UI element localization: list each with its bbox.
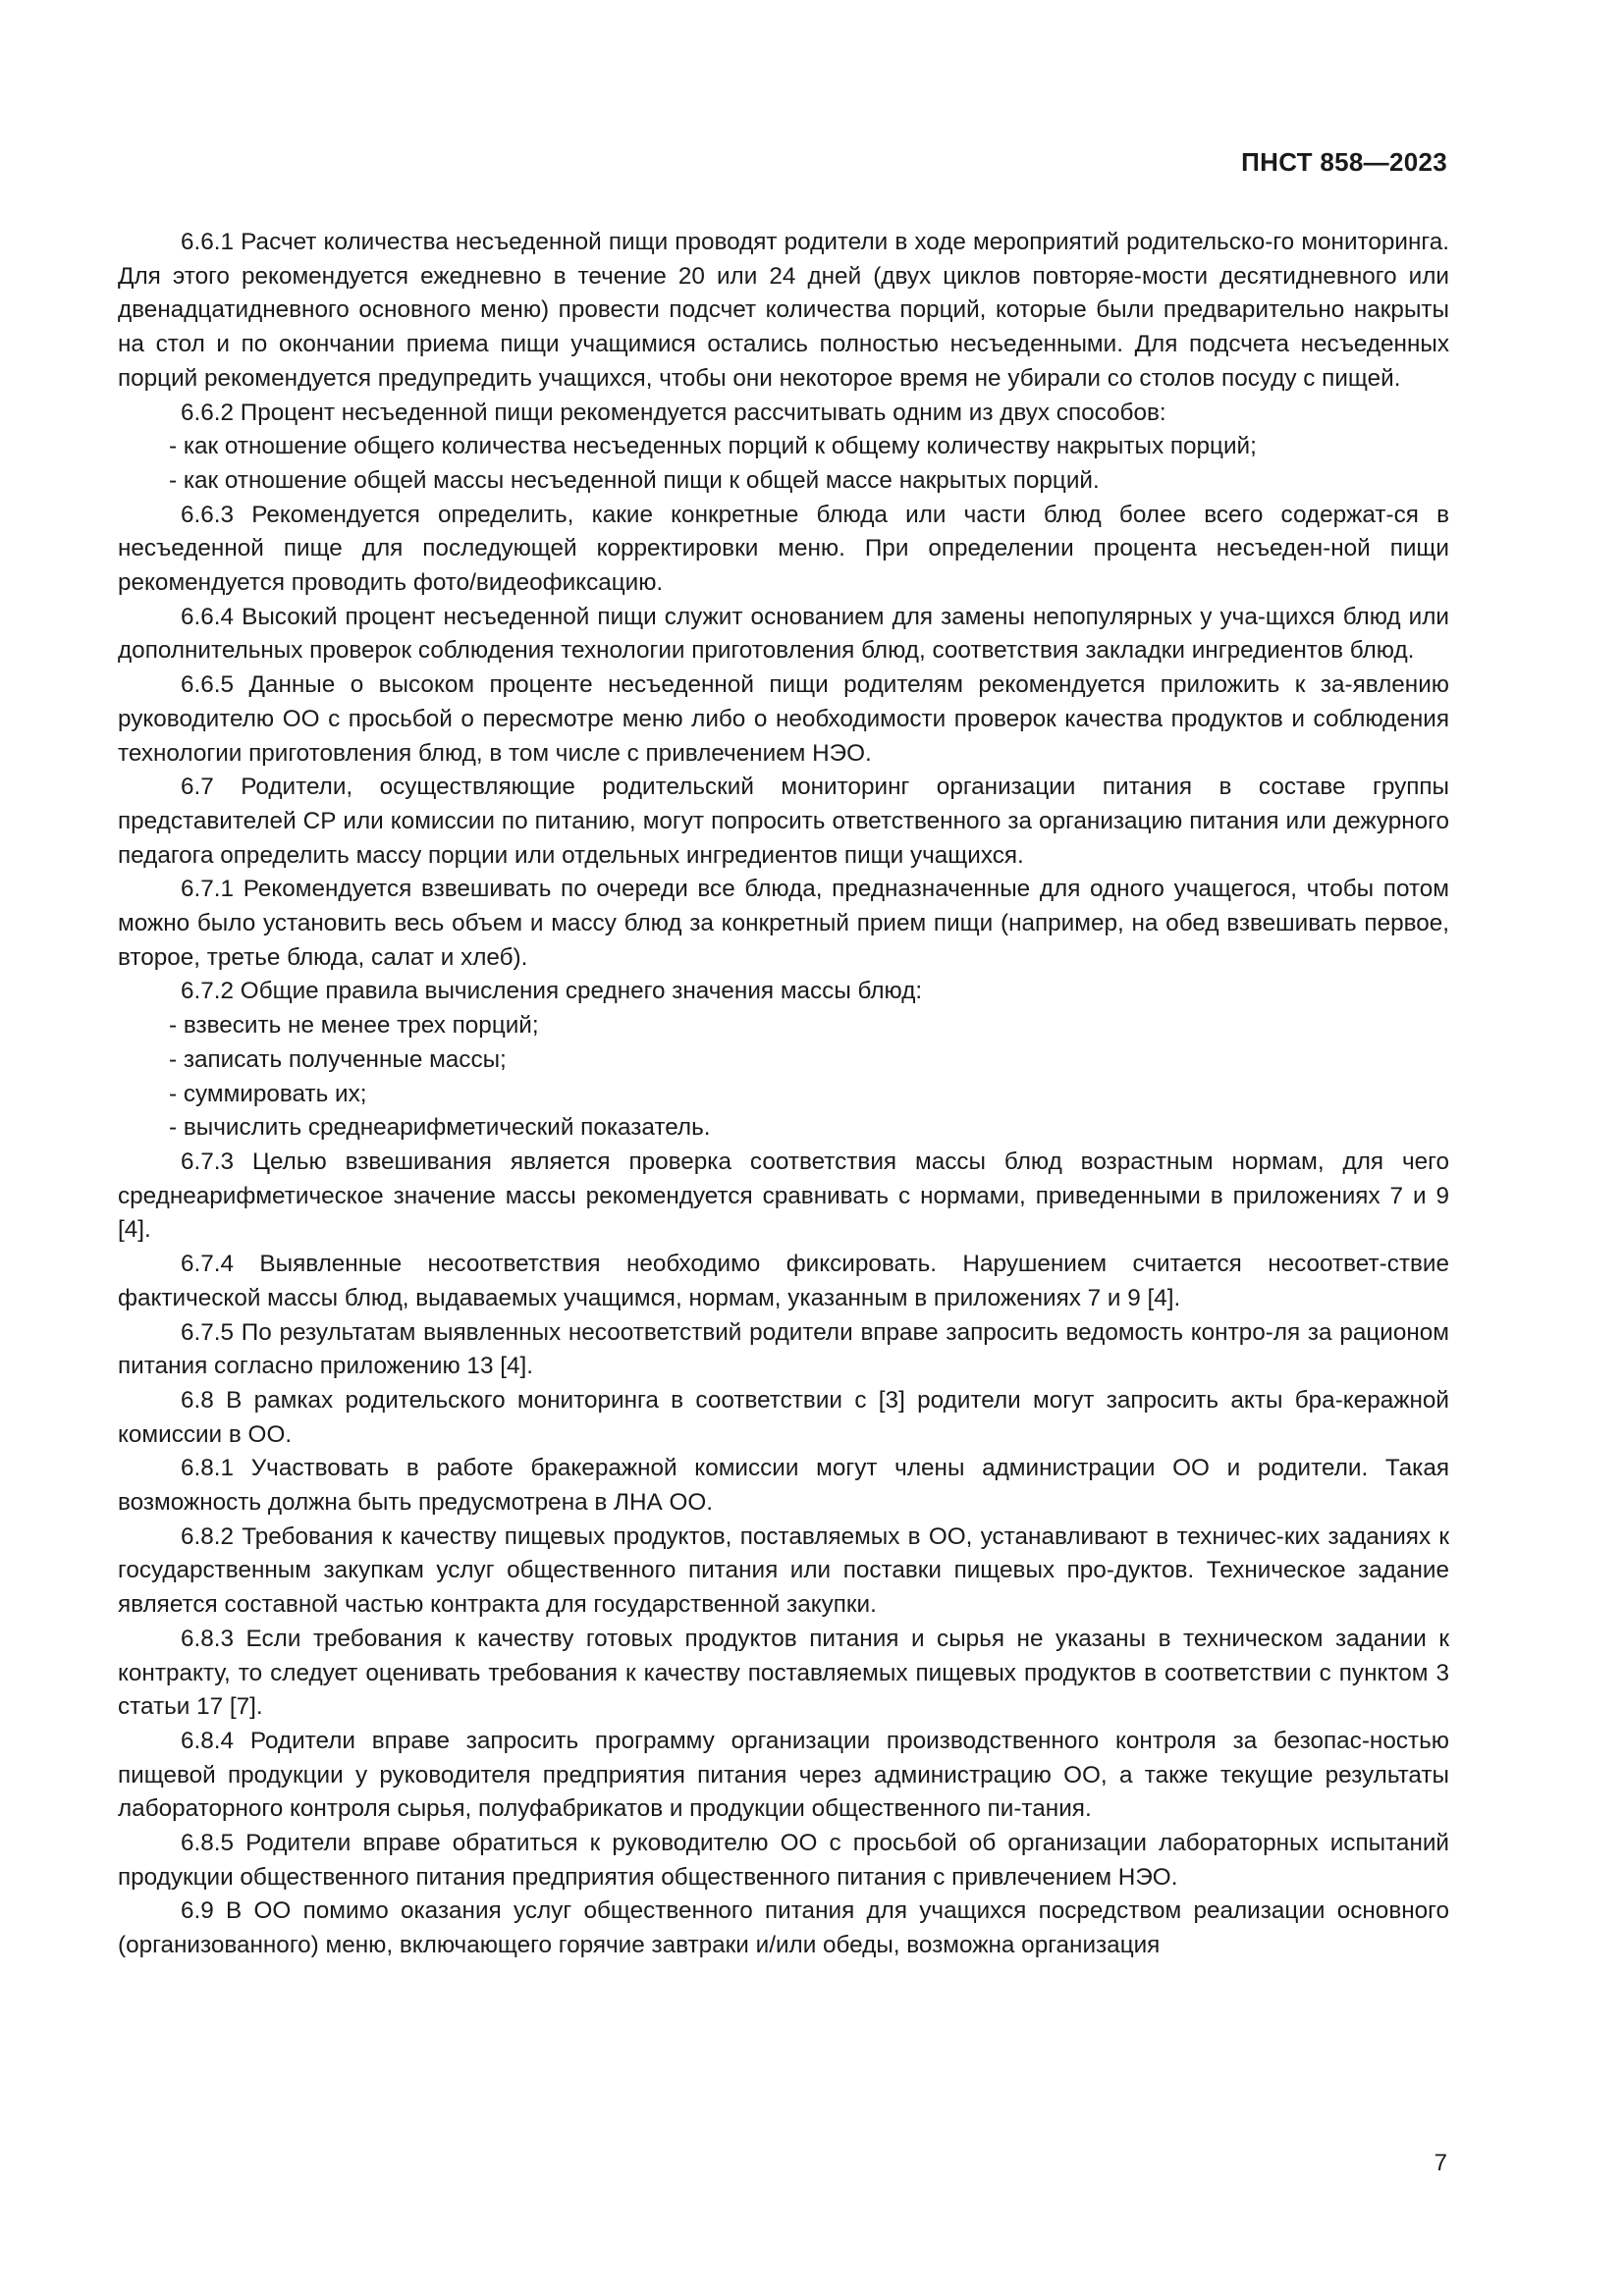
- paragraph: 6.9 В ОО помимо оказания услуг общественного питания для учащихся посредством реализации основного (организованного) меню, включающего горячие завтраки и/или обеды, возможна организация: [118, 1897, 1449, 1959]
- paragraph: 6.6.5 Данные о высоком проценте несъеденной пищи родителям рекомендуется приложить к за-явлению руководителю ОО с просьбой о пересмотре меню либо о необходимости проверок качества продуктов и соблюдения технологии приготовления блюд, в том числе с привлечением НЭО.: [118, 671, 1449, 767]
- paragraph: 6.6.4 Высокий процент несъеденной пищи служит основанием для замены непопулярных у уча-щихся блюд или дополнительных проверок соблюдения технологии приготовления блюд, соответствия закладки ингредиентов блюд.: [118, 603, 1449, 665]
- list-item: - как отношение общей массы несъеденной пищи к общей массе накрытых порций.: [169, 466, 1100, 494]
- paragraph: 6.8.1 Участвовать в работе бракеражной комиссии могут члены администрации ОО и родители. Такая возможность должна быть предусмотрена в ЛНА ОО.: [118, 1455, 1449, 1517]
- paragraph: 6.7 Родители, осуществляющие родительский мониторинг организации питания в составе группы представителей СР или комиссии по питанию, могут попросить ответственного за организацию питания или дежурного педагога определить массу порции или отдельных ингредиентов пищи учащихся.: [118, 774, 1449, 869]
- document-body: [118, 226, 1449, 1963]
- document-code: ПНСТ 858—2023: [1241, 147, 1447, 177]
- paragraph: 6.8.3 Если требования к качеству готовых продуктов питания и сырья не указаны в техническом задании к контракту, то следует оценивать требования к качеству поставляемых пищевых продуктов в соответствии с пунктом 3 статьи 17 [7].: [118, 1625, 1449, 1721]
- paragraph: 6.7.4 Выявленные несоответствия необходимо фиксировать. Нарушением считается несоответ-ствие фактической массы блюд, выдаваемых учащимся, нормам, указанным в приложениях 7 и 9 [4].: [118, 1251, 1449, 1311]
- list-item: - записать полученные массы;: [169, 1045, 507, 1073]
- paragraph: 6.6.2 Процент несъеденной пищи рекомендуется рассчитывать одним из двух способов:: [181, 399, 1166, 426]
- paragraph: 6.8.2 Требования к качеству пищевых продуктов, поставляемых в ОО, устанавливают в техничес-ких заданиях к государственным закупкам услуг общественного питания или поставки пищевых про-дуктов. Техническое задание является составной частью контракта для государственной закупки.: [118, 1522, 1449, 1619]
- paragraph: 6.7.1 Рекомендуется взвешивать по очереди все блюда, предназначенные для одного учащегося, чтобы потом можно было установить весь объем и массу блюд за конкретный прием пищи (например, на обед взвешивать первое, второе, третье блюда, салат и хлеб).: [118, 876, 1449, 971]
- paragraph: 6.7.3 Целью взвешивания является проверка соответствия массы блюд возрастным нормам, для чего среднеарифметическое значение массы рекомендуется сравнивать с нормами, приведенными в приложениях 7 и 9 [4].: [118, 1148, 1449, 1244]
- paragraph: 6.6.1 Расчет количества несъеденной пищи проводят родители в ходе мероприятий родительско-го мониторинга. Для этого рекомендуется ежедневно в течение 20 или 24 дней (двух циклов повторяе-мости десятидневного или двенадцатидневного основного меню) провести подсчет количества порций, которые были предварительно накрыты на стол и по окончании приема пищи учащимися остались полностью несъеденными. Для подсчета несъеденных порций рекомендуется предупредить учащихся, чтобы они некоторое время не убирали со столов посуду с пищей.: [118, 229, 1449, 392]
- paragraph: 6.7.5 По результатам выявленных несоответствий родители вправе запросить ведомость контро-ля за рационом питания согласно приложению 13 [4].: [118, 1318, 1449, 1380]
- paragraph: 6.8.4 Родители вправе запросить программу организации производственного контроля за безопас-ностью пищевой продукции у руководителя предприятия питания через администрацию ОО, а также текущие результаты лабораторного контроля сырья, полуфабрикатов и продукции общественного пи-тания.: [118, 1727, 1449, 1823]
- paragraph: 6.7.2 Общие правила вычисления среднего значения массы блюд:: [181, 978, 923, 1005]
- list-item: - как отношение общего количества несъеденных порций к общему количеству накрытых порций;: [169, 433, 1257, 460]
- paragraph: 6.6.3 Рекомендуется определить, какие конкретные блюда или части блюд более всего содержат-ся в несъеденной пище для последующей корректировки меню. При определении процента несъеден-ной пищи рекомендуется проводить фото/видеофиксацию.: [118, 501, 1449, 597]
- paragraph: 6.8.5 Родители вправе обратиться к руководителю ОО с просьбой об организации лабораторных испытаний продукции общественного питания предприятия общественного питания с привлечением НЭО.: [118, 1830, 1449, 1891]
- page-number: 7: [1434, 2150, 1447, 2176]
- paragraph: 6.8 В рамках родительского мониторинга в соответствии с [3] родители могут запросить акты бра-керажной комиссии в ОО.: [118, 1386, 1449, 1448]
- list-item: - суммировать их;: [169, 1080, 367, 1107]
- list-item: - взвесить не менее трех порций;: [169, 1012, 539, 1040]
- list-item: - вычислить среднеарифметический показатель.: [169, 1114, 711, 1142]
